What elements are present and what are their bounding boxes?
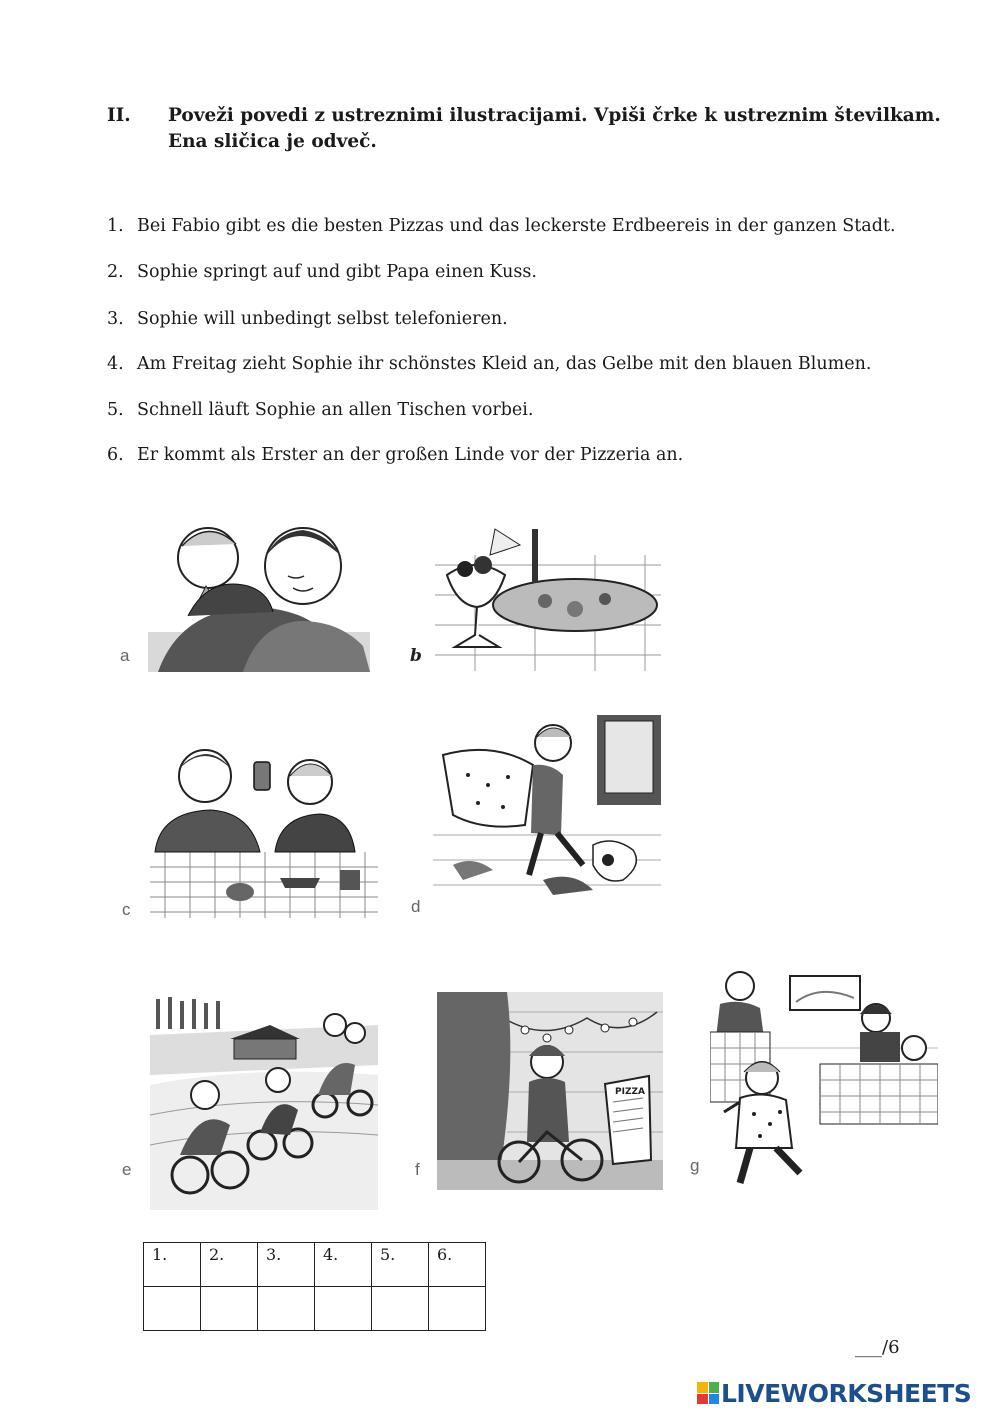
answer-header-cell: 5.: [372, 1243, 429, 1287]
answer-input-row: [144, 1287, 486, 1331]
liveworksheets-logo-icon: [697, 1382, 719, 1404]
illustration-letter: e: [122, 1160, 132, 1179]
bikes-illustration: [150, 995, 378, 1210]
illustration-letter: g: [690, 1156, 700, 1175]
liveworksheets-brand: [697, 1378, 971, 1408]
sentence-number: 4.: [107, 354, 124, 374]
answer-header-cell: 6.: [429, 1243, 486, 1287]
sentence-number: 3.: [107, 309, 124, 329]
sentence-text: Sophie will unbedingt selbst telefonieren.: [137, 309, 508, 329]
illustration-letter: a: [120, 646, 130, 665]
answer-header-cell: 1.: [144, 1243, 201, 1287]
illustration-letter: c: [122, 900, 131, 919]
answer-input-3[interactable]: [258, 1287, 315, 1331]
answer-table: [143, 1242, 486, 1331]
task-instruction: Poveži povedi z ustreznimi ilustracijami. Vpiši črke k ustreznim številkam. Ena sličica je odveč.: [168, 105, 941, 152]
dress-illustration: [433, 715, 661, 911]
sentence-number: 1.: [107, 216, 124, 236]
sentence-number: 6.: [107, 445, 124, 465]
restaurant-illustration: [710, 968, 938, 1196]
logo-square: [697, 1382, 708, 1393]
logo-square: [697, 1394, 708, 1405]
answer-input-5[interactable]: [372, 1287, 429, 1331]
kiss-illustration: [148, 516, 370, 672]
logo-square: [709, 1382, 720, 1393]
sentence-item: [107, 443, 683, 467]
answer-input-4[interactable]: [315, 1287, 372, 1331]
sentence-item: [107, 352, 871, 376]
phone-table-illustration: [150, 742, 378, 918]
sentence-item: [107, 398, 533, 422]
illustration-letter: f: [415, 1160, 420, 1179]
logo-square: [709, 1394, 720, 1405]
answer-input-6[interactable]: [429, 1287, 486, 1331]
sentence-text: Bei Fabio gibt es die besten Pizzas und das leckerste Erdbeereis in der ganzen Stadt.: [137, 216, 896, 236]
answer-input-1[interactable]: [144, 1287, 201, 1331]
sentence-text: Schnell läuft Sophie an allen Tischen vorbei.: [137, 400, 534, 420]
sentence-text: Sophie springt auf und gibt Papa einen Kuss.: [137, 262, 537, 282]
answer-header-cell: 4.: [315, 1243, 372, 1287]
sentence-item: [107, 307, 508, 331]
sentence-text: Er kommt als Erster an der großen Linde vor der Pizzeria an.: [137, 445, 684, 465]
task-number: II.: [107, 105, 131, 126]
tree-bike-illustration: [437, 992, 663, 1190]
score-total: ___/6: [855, 1337, 900, 1358]
illustration-letter: b: [410, 646, 422, 666]
sentence-item: [107, 214, 896, 238]
illustration-letter: d: [411, 897, 421, 916]
sentence-item: [107, 260, 537, 284]
sentence-number: 2.: [107, 262, 124, 282]
answer-input-2[interactable]: [201, 1287, 258, 1331]
answer-header-row: [144, 1243, 486, 1287]
answer-header-cell: 2.: [201, 1243, 258, 1287]
sentence-number: 5.: [107, 400, 124, 420]
pizzeria-sign-text: PIZZA: [615, 1087, 645, 1097]
sentence-text: Am Freitag zieht Sophie ihr schönstes Kleid an, das Gelbe mit den blauen Blumen.: [137, 354, 872, 374]
pizza-icecream-illustration: [435, 525, 661, 671]
answer-header-cell: 3.: [258, 1243, 315, 1287]
brand-text: LIVEWORKSHEETS: [721, 1378, 972, 1408]
